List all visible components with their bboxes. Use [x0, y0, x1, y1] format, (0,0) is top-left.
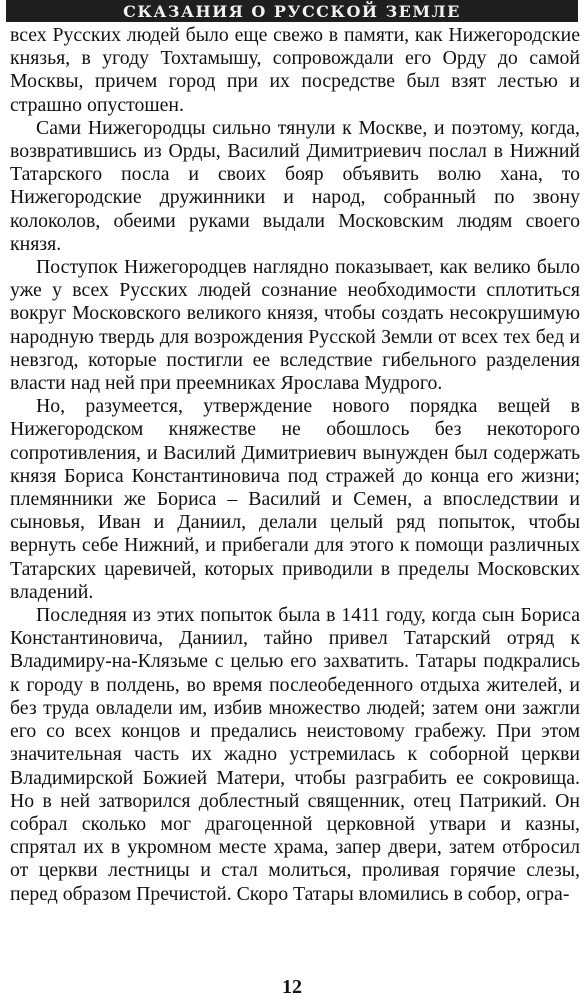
- paragraph-5: Последняя из этих попыток была в 1411 году, когда сын Бориса Константиновича, Даниил, тайно привел Татарский отряд к Владимиру-на-Клязьме с целью его захватить. Татары подкрались к городу в полдень, во время послеобеденного отдыха жителей, и без труда овладели им, избив множество людей; затем они зажгли его со всех концов и предались неистовому грабежу. При этом значительная часть их жадно устремилась к соборной церкви Владимирской Божией Матери, чтобы разграбить ее сокровища. Но в ней затворился доблестный священник, отец Патрикий. Он собрал сколько мог драгоценной церковной утвари и казны, спрятал их в укромном месте храма, запер двери, затем отбросил от церкви лестницы и стал молиться, проливая горячие слезы, перед образом Пречистой. Скоро Татары вломились в собор, огра-: [10, 604, 580, 905]
- running-header: [6, 0, 578, 22]
- paragraph-4: Но, разумеется, утверждение нового порядка вещей в Нижегородском княжестве не обошлось без некоторого сопротивления, и Василий Димитриевич вынужден был содержать князя Бориса Константиновича под стражей до конца его жизни; племянники же Бориса – Василий и Семен, а впоследствии и сыновья, Иван и Даниил, делали целый ряд попыток, чтобы вернуть себе Нижний, и прибегали для этого к помощи различных Татарских царевичей, которых приводили в пределы Московских владений.: [10, 395, 580, 603]
- paragraph-3: Поступок Нижегородцев наглядно показывает, как велико было уже у всех Русских людей сознание необходимости сплотиться вокруг Московского великого князя, чтобы создать несокрушимую народную твердь для возрождения Русской Земли от всех тех бед и невзгод, которые постигли ее вследствие гибельного разделения власти над ней при преемниках Ярослава Мудрого.: [10, 256, 580, 395]
- body-text: [10, 24, 580, 906]
- paragraph-1: всех Русских людей было еще свежо в памяти, как Нижегородские князья, в угоду Тохтамышу, сопровождали его Орду до самой Москвы, причем город при их посредстве был взят лестью и страшно опустошен.: [10, 24, 580, 116]
- running-header-title: СКАЗАНИЯ О РУССКОЙ ЗЕМЛЕ: [123, 1, 461, 21]
- paragraph-2: Сами Нижегородцы сильно тянули к Москве, и поэтому, когда, возвратившись из Орды, Василий Димитриевич послал в Нижний Татарского посла и своих бояр объявить волю хана, то Нижегородские дружинники и народ, собранный по звону колоколов, обеими руками выдали Московским людям своего князя.: [10, 116, 580, 255]
- page-number: 12: [282, 976, 302, 998]
